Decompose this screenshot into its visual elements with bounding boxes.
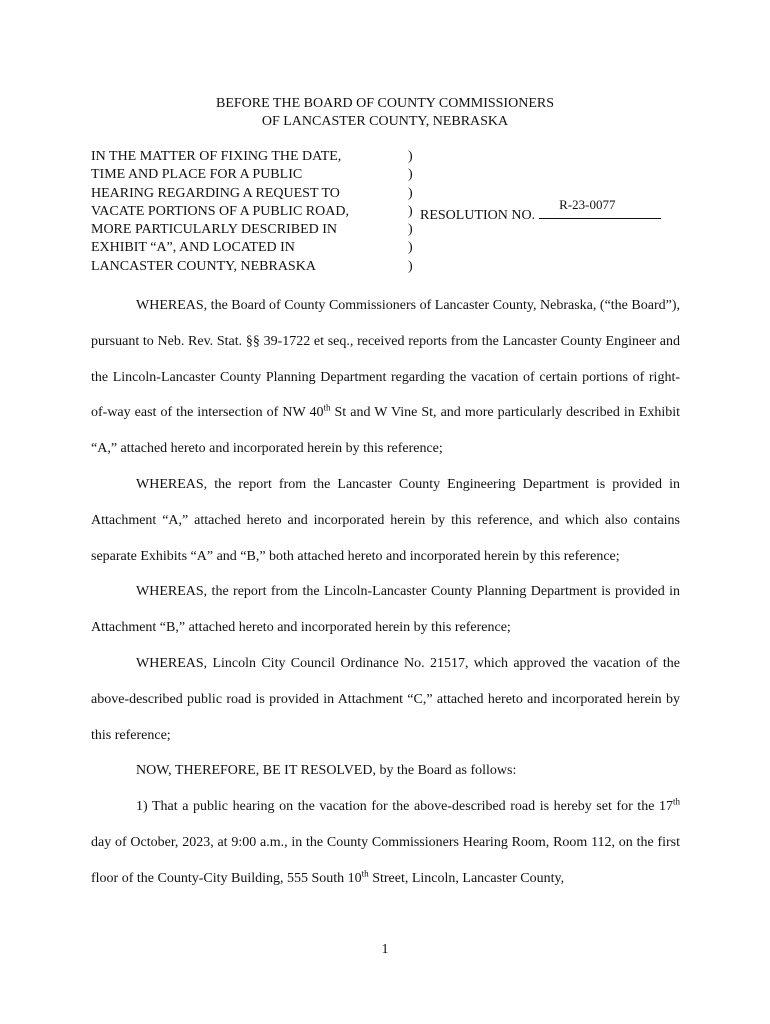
caption-parentheses bbox=[408, 148, 420, 276]
superscript: th bbox=[361, 868, 369, 879]
header-line-2: OF LANCASTER COUNTY, NEBRASKA bbox=[261, 114, 509, 129]
document-body bbox=[91, 288, 680, 897]
superscript: th bbox=[672, 796, 680, 807]
paragraph-text: St and W Vine St, and more particularly described in Exhibit “A,” attached hereto and incorporated herein by this reference; bbox=[91, 405, 680, 457]
caption-line: TIME AND PLACE FOR A PUBLIC bbox=[91, 167, 303, 183]
paragraph-text: Street, Lincoln, Lancaster County, bbox=[368, 870, 565, 886]
caption-line: HEARING REGARDING A REQUEST TO bbox=[91, 185, 340, 201]
document-header bbox=[0, 95, 770, 131]
paragraph-text: 1) That a public hearing on the vacation for the above-described road is hereby set for the 17 bbox=[136, 799, 673, 815]
paren: ) bbox=[408, 203, 413, 219]
resolution-number: R-23-0077 bbox=[559, 197, 616, 212]
resolution-label: RESOLUTION NO. bbox=[420, 208, 536, 223]
caption-line: LANCASTER COUNTY, NEBRASKA bbox=[91, 258, 316, 274]
page-number: 1 bbox=[381, 942, 389, 957]
paragraph-whereas-3: WHEREAS, the report from the Lincoln-Lancaster County Planning Department is provided in Attachment “B,” attached hereto and incorporated herein by this reference; bbox=[91, 584, 680, 636]
paragraph-whereas-4: WHEREAS, Lincoln City Council Ordinance No. 21517, which approved the vacation of the above-described public road is provided in Attachment “C,” attached hereto and incorporated herein by this reference; bbox=[91, 655, 680, 743]
paren: ) bbox=[408, 240, 413, 256]
caption-line: MORE PARTICULARLY DESCRIBED IN bbox=[91, 222, 338, 238]
caption-line: IN THE MATTER OF FIXING THE DATE, bbox=[91, 149, 342, 164]
paragraph-whereas-2: WHEREAS, the report from the Lancaster County Engineering Department is provided in Attachment “A,” attached hereto and incorporated herein by this reference, and which also contains separate Exhibits “A” and “B,” both attached hereto and incorporated herein by this reference; bbox=[91, 476, 680, 564]
paren: ) bbox=[408, 149, 413, 164]
paren: ) bbox=[408, 222, 413, 238]
header-line-1: BEFORE THE BOARD OF COUNTY COMMISSIONERS bbox=[216, 96, 554, 111]
paragraph-text: day of October, 2023, at 9:00 a.m., in the County Commissioners Hearing Room, Room 112, on the first floor of the County-City Building, 555 South 10 bbox=[91, 834, 680, 886]
caption-line: VACATE PORTIONS OF A PUBLIC ROAD, bbox=[91, 203, 349, 219]
paren: ) bbox=[408, 167, 413, 183]
resolution-number-line bbox=[539, 197, 661, 219]
paren: ) bbox=[408, 258, 413, 274]
paragraph-resolved: NOW, THEREFORE, BE IT RESOLVED, by the Board as follows: bbox=[136, 763, 517, 779]
paragraph-whereas-1 bbox=[91, 288, 680, 467]
paragraph-text: WHEREAS, the Board of County Commissioners of Lancaster County, Nebraska, (“the Board”), pursuant to Neb. Rev. Stat. §§ 39-1722 et seq., received reports from the Lancaster County Engineer and the Lincoln-Lancaster County Planning Department regarding the vacation of certain portions of right-of-way east of the intersection of NW 40 bbox=[91, 298, 680, 421]
paren: ) bbox=[408, 185, 413, 201]
caption-title bbox=[91, 148, 401, 276]
caption-line: EXHIBIT “A”, AND LOCATED IN bbox=[91, 240, 295, 256]
resolution-number-block bbox=[420, 197, 661, 225]
paragraph-item-1 bbox=[91, 789, 680, 896]
superscript: th bbox=[323, 402, 331, 413]
